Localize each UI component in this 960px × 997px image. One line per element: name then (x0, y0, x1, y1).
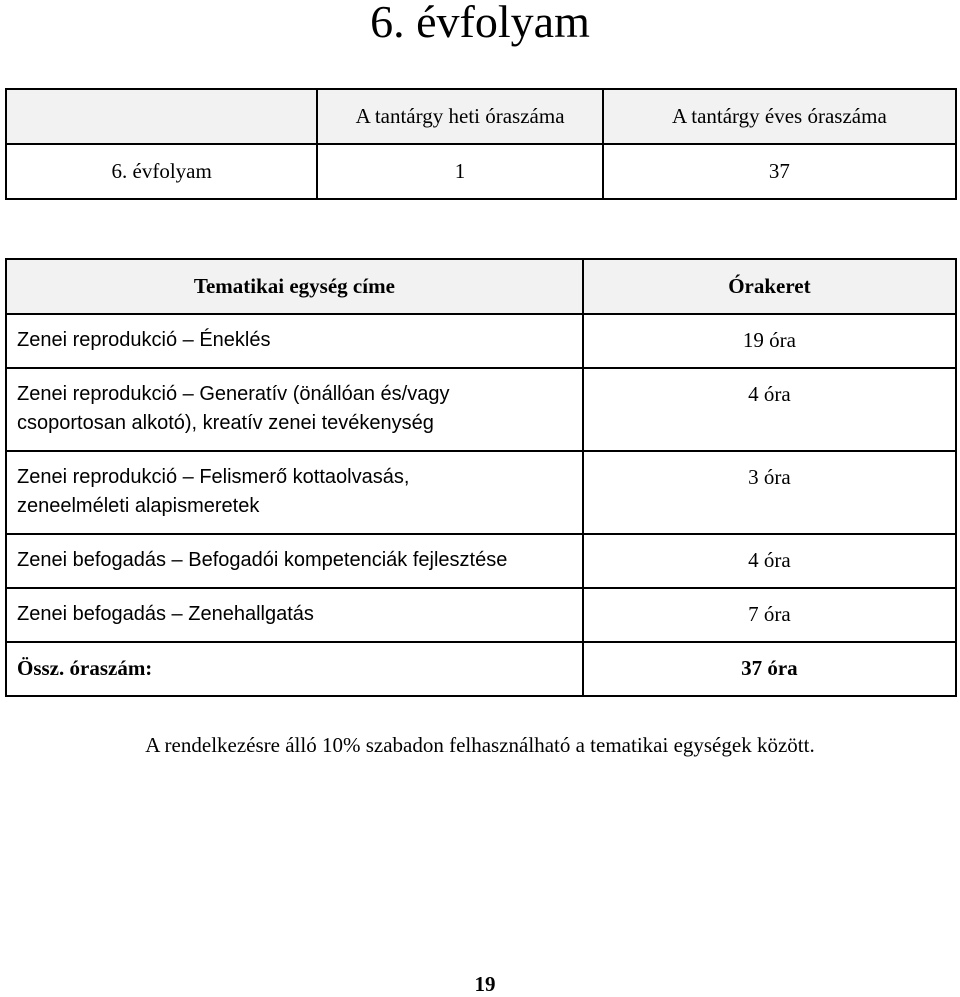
page-title: 6. évfolyam (370, 0, 590, 47)
total-row (6, 642, 956, 696)
thematic-units-table (5, 258, 957, 697)
hours-cell: 7 óra (583, 588, 956, 642)
table-row (6, 451, 956, 534)
topic-header: Tematikai egység címe (6, 259, 583, 314)
topic-cell (6, 451, 583, 534)
topic-cell (6, 588, 583, 642)
weekly-hours-table (5, 88, 957, 200)
yearly-hours-header: A tantárgy éves óraszáma (603, 89, 956, 144)
table-row (6, 368, 956, 451)
table-header-row (6, 259, 956, 314)
table-row (6, 314, 956, 368)
yearly-hours-value: 37 (603, 144, 956, 199)
weekly-hours-value: 1 (317, 144, 602, 199)
table-header-row (6, 89, 956, 144)
grade-label: 6. évfolyam (6, 144, 317, 199)
topic-line: zeneelméleti alapismeretek (17, 495, 260, 517)
hours-cell: 19 óra (583, 314, 956, 368)
total-label: Össz. óraszám: (6, 642, 583, 696)
topic-line: Zenei reprodukció – Éneklés (17, 329, 271, 351)
topic-cell (6, 314, 583, 368)
topic-line: Zenei reprodukció – Felismerő kottaolvasás, (17, 466, 410, 488)
hours-cell: 4 óra (583, 368, 956, 451)
empty-header-cell (6, 89, 317, 144)
table-row (6, 144, 956, 199)
topic-cell (6, 368, 583, 451)
hours-header: Órakeret (583, 259, 956, 314)
page-number: 19 (474, 972, 496, 996)
topic-line: Zenei reprodukció – Generatív (önállóan és/vagy (17, 383, 450, 405)
hours-cell: 4 óra (583, 534, 956, 588)
topic-line: Zenei befogadás – Zenehallgatás (17, 603, 314, 625)
topic-line: Zenei befogadás – Befogadói kompetenciák fejlesztése (17, 549, 508, 571)
topic-cell (6, 534, 583, 588)
table-row (6, 534, 956, 588)
table-row (6, 588, 956, 642)
note-text: A rendelkezésre álló 10% szabadon felhasználható a tematikai egységek között. (145, 733, 815, 757)
weekly-hours-header: A tantárgy heti óraszáma (317, 89, 602, 144)
total-hours: 37 óra (583, 642, 956, 696)
topic-line: csoportosan alkotó), kreatív zenei tevékenység (17, 412, 434, 434)
hours-cell: 3 óra (583, 451, 956, 534)
